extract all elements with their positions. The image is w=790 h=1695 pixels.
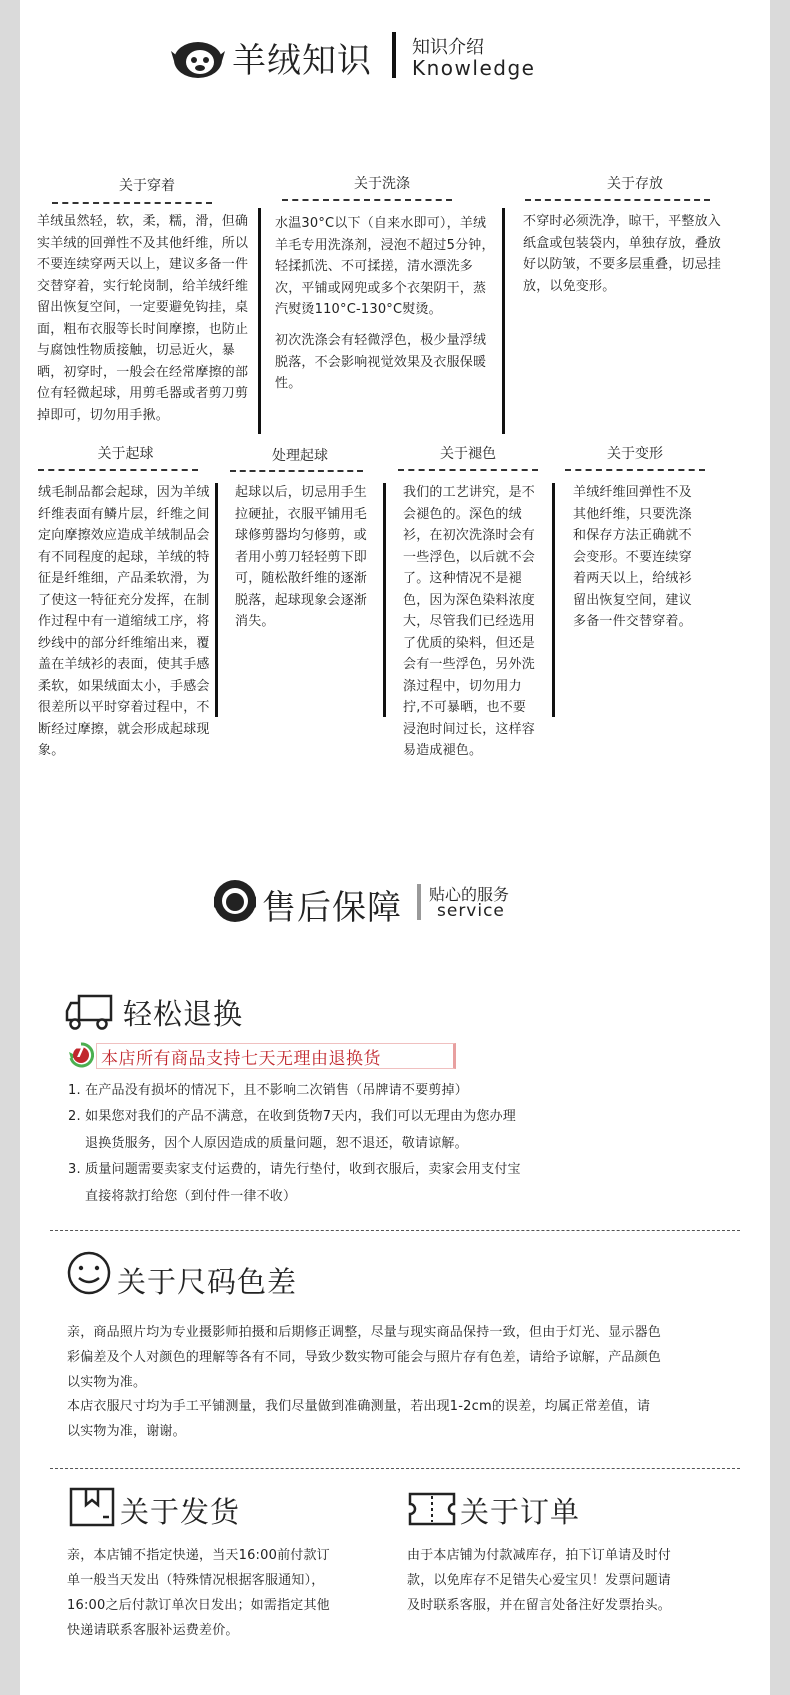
package-icon — [69, 1487, 115, 1527]
section-divider — [282, 199, 452, 201]
size-line-5: 以实物为准，谢谢。 — [67, 1424, 186, 1439]
section-divider — [398, 469, 538, 471]
section-divider — [38, 469, 198, 471]
shipping-title: 关于发货 — [120, 1495, 241, 1529]
section-divider — [525, 199, 710, 201]
aftersale-sub-en: service — [437, 901, 505, 921]
size-title: 关于尺码色差 — [117, 1265, 298, 1299]
section-divider — [50, 1468, 740, 1469]
order-line-3: 及时联系客服，并在留言处备注好发票抬头。 — [407, 1598, 672, 1613]
section-title-deformation: 关于变形 — [607, 446, 663, 462]
sheep-icon — [170, 35, 226, 85]
size-line-1: 亲，商品照片均为专业摄影师拍摄和后期修正调整，尽量与现实商品保持一致，但由于灯光、显示器色 — [67, 1325, 662, 1340]
return-item-2: 2. 如果您对我们的产品不满意，在收到货物7天内，我们可以无理由为您办理 — [68, 1109, 517, 1124]
smiley-icon — [66, 1250, 112, 1296]
size-line-3: 以实物为准。 — [67, 1375, 147, 1390]
section-divider — [50, 1230, 740, 1231]
section-text-storage: 不穿时必须洗净，晾干，平整放入纸盒或包装袋内，单独存放，叠放好以防皱，不要多层重叠，切忌挂放，以免变形。 — [523, 214, 722, 294]
shipping-line-2: 单一般当天发出（特殊情况根据客服通知）， — [67, 1573, 325, 1588]
size-line-2: 彩偏差及个人对颜色的理解等各有不同，导致少数实物可能会与照片存有色差，请给予谅解，产品颜色 — [67, 1350, 662, 1365]
return-item-3-cont: 直接将款打给您（到付件一律不收） — [85, 1189, 297, 1204]
size-line-4: 本店衣服尺寸均为手工平铺测量，我们尽量做到准确测量，若出现1-2cm的误差，均属正常差值，请 — [67, 1399, 651, 1414]
section-title-pilling: 关于起球 — [97, 446, 154, 462]
section-divider — [230, 470, 363, 472]
column-divider — [383, 483, 386, 717]
column-divider — [552, 483, 555, 717]
section-text-wearing: 羊绒虽然轻，软，柔，糯，滑，但确实羊绒的回弹性不及其他纤维，所以不要连续穿两天以上，建议多备一件交替穿着，实行轮岗制，给羊绒纤维留出恢复空间，一定要避免钩挂，桌面，粗布衣服等长时间摩擦，也防止与腐蚀性物质接触，切忌近火，暴晒，初穿时，一般会在经常摩擦的部位有轻微起球，用剪毛器或者剪刀剪掉即可，切勿用手揪。 — [37, 214, 249, 423]
section-text-washing: 水温30°C以下（自来水即可），羊绒羊毛专用洗涤剂，浸泡不超过5分钟，轻揉抓洗、不可揉搓，清水漂洗多次，平铺或网兜或多个衣架阴干，蒸汽熨烫110°C-130°C熨烫。 — [275, 216, 495, 317]
headset-icon — [212, 878, 258, 924]
section-title-storage: 关于存放 — [607, 176, 663, 192]
return-item-3: 3. 质量问题需要卖家支付运费的，请先行垫付，收到衣服后，卖家会用支付宝 — [68, 1162, 521, 1177]
column-divider — [258, 208, 261, 434]
section-text-depilling: 起球以后，切忌用手生拉硬扯，衣服平铺用毛球修剪器均匀修剪，或者用小剪刀轻轻剪下即可，随松散纤维的逐渐脱落，起球现象会逐渐消失。 — [235, 485, 368, 629]
header-divider — [417, 884, 421, 920]
shipping-line-4: 快递请联系客服补运费差价。 — [67, 1623, 239, 1638]
shipping-line-3: 16:00之后付款订单次日发出；如需指定其他 — [67, 1598, 330, 1613]
aftersale-title: 售后保障 — [262, 888, 402, 928]
section-text-fading: 我们的工艺讲究，是不会褪色的。深色的绒衫，在初次洗涤时会有一些浮色，以后就不会了。这种情况不是褪色，因为深色染料浓度大，尽管我们已经选用了优质的染料，但还是会有一些浮色，另外洗涤过程中，切勿用力拧,不可暴晒，也不要浸泡时间过长，这样容易造成褪色。 — [403, 485, 536, 758]
section-title-depilling: 处理起球 — [272, 448, 328, 464]
section-divider — [52, 202, 212, 204]
section-text-deformation: 羊绒纤维回弹性不及其他纤维，只要洗涤和保存方法正确就不会变形。不要连续穿着两天以上，给绒衫留出恢复空间，建议多备一件交替穿着。 — [573, 485, 692, 629]
section-text-washing-note: 初次洗涤会有轻微浮色，极少量浮绒脱落，不会影响视觉效果及衣服保暖性。 — [275, 333, 487, 391]
section-divider — [565, 469, 705, 471]
return-item-1: 1. 在产品没有损坏的情况下，且不影响二次销售（吊牌请不要剪掉） — [68, 1083, 468, 1098]
knowledge-title: 羊绒知识 — [232, 41, 372, 81]
seven-days-badge: 7 — [75, 1045, 85, 1061]
order-line-1: 由于本店铺为付款减库存，拍下订单请及时付 — [407, 1548, 672, 1563]
ticket-icon — [408, 1492, 456, 1526]
aftersale-sub-cn: 贴心的服务 — [429, 885, 510, 904]
truck-icon — [65, 993, 115, 1031]
shipping-line-1: 亲，本店铺不指定快递，当天16:00前付款订 — [67, 1548, 330, 1563]
page — [20, 0, 770, 1695]
section-title-washing: 关于洗涤 — [354, 176, 410, 192]
knowledge-sub-cn: 知识介绍 — [412, 37, 484, 58]
return-title: 轻松退换 — [123, 997, 244, 1031]
section-title-wearing: 关于穿着 — [119, 178, 175, 194]
seven-days-icon — [68, 1042, 94, 1068]
column-divider — [502, 208, 505, 434]
section-text-pilling: 绒毛制品都会起球，因为羊绒纤维表面有鳞片层，纤维之间定向摩擦效应造成羊绒制品会有不同程度的起球，羊绒的特征是纤维细，产品柔软滑，为了使这一特征充分发挥，在制作过程中有一道缩绒工序，将纱线中的部分纤维缩出来，覆盖在羊绒衫的表面，使其手感柔软，如果绒面太小，手感会很差所以平时穿着过程中，不断经过摩擦，就会形成起球现象。 — [38, 485, 210, 758]
return-banner-text: 本店所有商品支持七天无理由退换货 — [101, 1049, 381, 1069]
header-divider — [392, 32, 396, 78]
order-title: 关于订单 — [460, 1495, 581, 1529]
return-item-2-cont: 退换货服务，因个人原因造成的质量问题，恕不退还，敬请谅解。 — [85, 1136, 468, 1151]
order-line-2: 款，以免库存不足错失心爱宝贝！发票问题请 — [407, 1573, 672, 1588]
knowledge-sub-en: Knowledge — [412, 56, 536, 80]
column-divider — [215, 483, 218, 717]
section-title-fading: 关于褪色 — [440, 446, 496, 462]
